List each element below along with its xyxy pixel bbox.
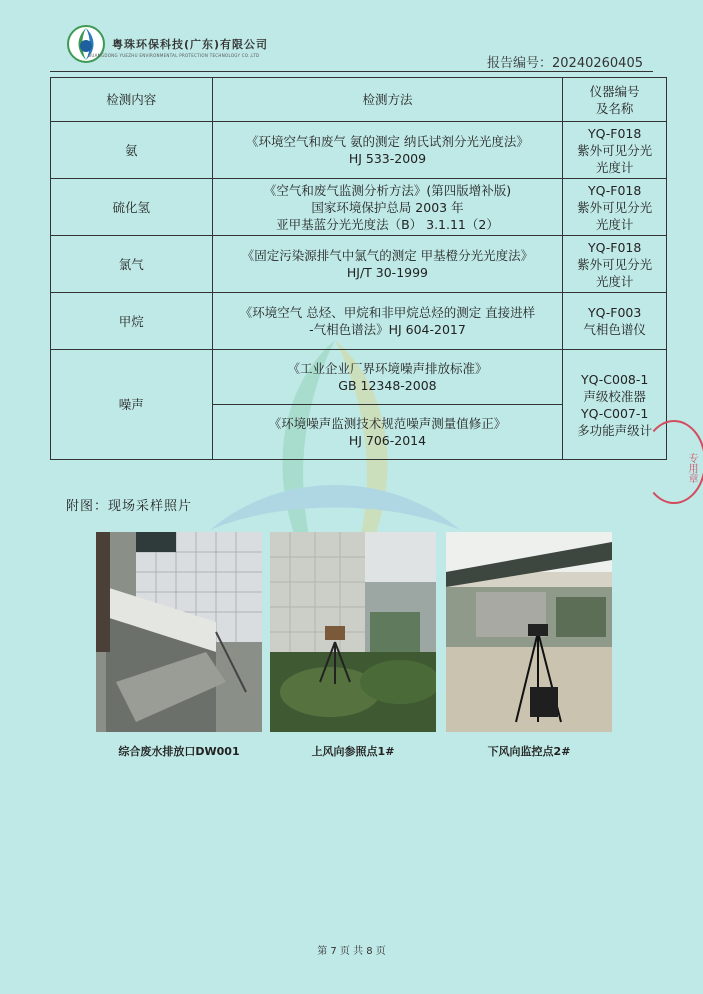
page-number: 第 7 页 共 8 页: [317, 946, 386, 957]
table-row: [51, 236, 667, 293]
company-name: 粤珠环保科技(广东)有限公司: [112, 38, 269, 51]
table-row: [51, 350, 667, 405]
instrument-cell: YQ-C008-1 声级校准器 YQ-C007-1 多功能声级计: [563, 350, 667, 460]
header-item: 检测内容: [51, 78, 213, 122]
method-table: [50, 77, 667, 460]
table-row: [51, 293, 667, 350]
instrument-cell: YQ-F018 紫外可见分光 光度计: [563, 179, 667, 236]
table-header-row: [51, 78, 667, 122]
photo-caption: 下风向监控点2#: [487, 745, 571, 758]
item-cell: 噪声: [51, 350, 213, 460]
appendix-title: 附图：现场采样照片: [66, 499, 193, 514]
method-cell: 《环境空气和废气 氨的测定 纳氏试剂分光光度法》 HJ 533-2009: [212, 122, 563, 179]
method-cell: 《固定污染源排气中氯气的测定 甲基橙分光光度法》 HJ/T 30-1999: [212, 236, 563, 293]
item-cell: 氨: [51, 122, 213, 179]
company-logo-icon: [66, 24, 106, 64]
site-photo-wastewater-outlet: [96, 532, 262, 732]
instrument-cell: YQ-F018 紫外可见分光 光度计: [563, 122, 667, 179]
method-cell: 《环境空气 总烃、甲烷和非甲烷总烃的测定 直接进样 -气相色谱法》HJ 604-2017: [212, 293, 563, 350]
site-photo-downwind-point: [446, 532, 612, 732]
table-row: [51, 122, 667, 179]
method-cell: 《工业企业厂界环境噪声排放标准》 GB 12348-2008: [212, 350, 563, 405]
item-cell: 硫化氢: [51, 179, 213, 236]
header-divider: [50, 71, 653, 72]
header-method: 检测方法: [212, 78, 563, 122]
company-name-en: GUANGDONG YUEZHU ENVIRONMENTAL PROTECTION TECHNOLOGY CO.,LTD: [88, 53, 260, 58]
instrument-cell: YQ-F018 紫外可见分光 光度计: [563, 236, 667, 293]
photo-caption: 上风向参照点1#: [311, 745, 395, 758]
instrument-cell: YQ-F003 气相色谱仪: [563, 293, 667, 350]
site-photo-upwind-point: [270, 532, 436, 732]
item-cell: 氯气: [51, 236, 213, 293]
official-seal: 专用章: [642, 420, 703, 504]
method-cell: 《空气和废气监测分析方法》(第四版增补版) 国家环境保护总局 2003 年 亚甲基蓝分光光度法（B） 3.1.11（2）: [212, 179, 563, 236]
method-cell: 《环境噪声监测技术规范噪声测量值修正》 HJ 706-2014: [212, 405, 563, 460]
report-number: 报告编号：20240260405: [487, 56, 643, 71]
photo-caption: 综合废水排放口DW001: [118, 745, 240, 758]
item-cell: 甲烷: [51, 293, 213, 350]
header-instrument: 仪器编号 及名称: [563, 78, 667, 122]
table-row: [51, 179, 667, 236]
